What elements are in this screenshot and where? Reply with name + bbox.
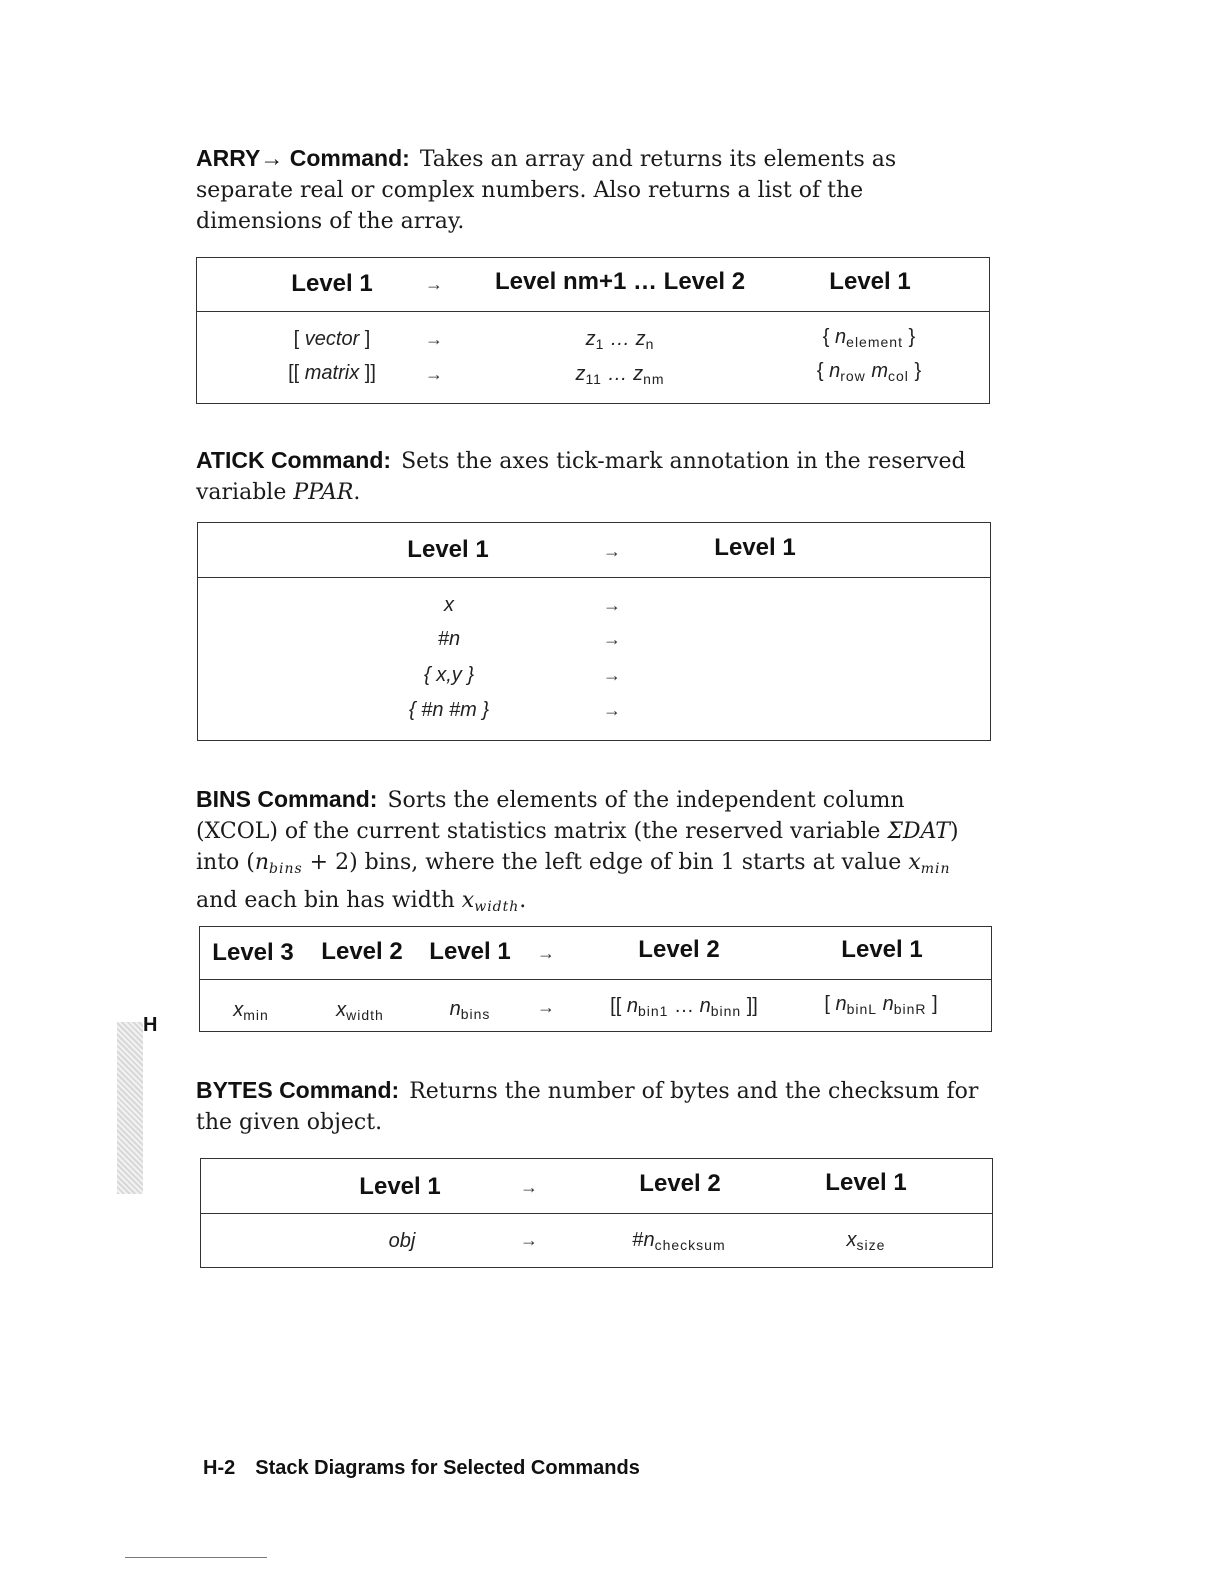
arry-stack-table: [196, 257, 990, 404]
arry-row1-output-dims: { $n_{element}$ }: [822, 326, 916, 350]
arry-header-output-levels: Level nm+1 … Level 2: [494, 268, 746, 295]
atick-row3-arrow: →: [603, 665, 621, 685]
bytes-row-input: obj: [388, 1230, 416, 1252]
atick-section: [196, 445, 992, 508]
bins-row-nbins: $n_{bins}$: [449, 998, 491, 1022]
bins-header-arrow: →: [537, 943, 555, 963]
atick-table-header: [198, 523, 990, 578]
arry-row2-output-elements: $z_{11}$ … $z_{nm}$: [575, 363, 665, 387]
bins-section: [196, 784, 992, 923]
atick-row4-arrow: →: [603, 700, 621, 720]
atick-header-input-level1: Level 1: [407, 536, 489, 563]
atick-row2-arrow: →: [603, 629, 621, 649]
bins-row-xwidth: $x_{width}$: [336, 999, 384, 1023]
bins-header-output-level2: Level 2: [638, 936, 720, 963]
atick-description: ATICK Command: Sets the axes tick-mark annotation in the reserved variable PPAR.: [196, 447, 966, 505]
atick-stack-table: [197, 522, 991, 741]
atick-row4-input: { #n #m }: [408, 699, 490, 721]
bytes-row-checksum: $\#n_{checksum}$: [632, 1229, 726, 1253]
bins-row-output-counts: [[ $n_{bin1}$ … $n_{binn}$ ]]: [610, 995, 758, 1019]
arry-row2-arrow: →: [425, 364, 443, 384]
arry-row1-arrow: →: [425, 329, 443, 349]
bytes-command-name: BYTES Command:: [196, 1077, 400, 1103]
arry-description: [196, 143, 992, 237]
bins-header-level2: Level 2: [321, 938, 403, 965]
bytes-section: [196, 1075, 992, 1138]
bins-row-output-outliers: [ $n_{binL}$ $n_{binR}$ ]: [824, 993, 938, 1017]
page-number: H-2: [203, 1457, 236, 1479]
bytes-stack-table: [200, 1158, 993, 1268]
arry-row1-input: [ vector ]: [293, 328, 371, 350]
bins-header-level3: Level 3: [212, 939, 294, 966]
arry-row2-output-dims: { $n_{row}$ $m_{col}$ }: [816, 360, 922, 384]
arry-table-header: [197, 258, 989, 312]
atick-header-arrow: →: [603, 541, 621, 561]
bins-stack-table: [199, 926, 992, 1032]
bins-header-output-level1: Level 1: [841, 936, 923, 963]
arry-desc-text: Takes an array and returns its elements as separate real or complex numbers. Also returns a list of the dimensions of the array.: [196, 147, 897, 234]
appendix-tab-letter: H: [143, 1014, 158, 1036]
bins-row-xmin: $x_{min}$: [233, 999, 269, 1023]
bytes-table-header: [201, 1159, 992, 1214]
bins-command-name: BINS Command:: [196, 786, 378, 812]
bins-description: BINS Command: Sorts the elements of the independent column (XCOL) of the current statistics matrix (the reserved variable ΣDAT) into $(n_{bins} + 2)$ bins, where the left edge of bin 1 starts at value $x_{min}$ and each bin has width $x_{width}$.: [196, 786, 959, 915]
bytes-description: BYTES Command: Returns the number of bytes and the checksum for the given object.: [196, 1077, 979, 1135]
atick-row3-input: { x,y }: [423, 664, 475, 686]
bytes-row-size: $x_{size}$: [846, 1229, 886, 1253]
arry-header-output-level1: Level 1: [829, 268, 911, 295]
arry-command-name: ARRY→ Command:: [196, 145, 410, 171]
atick-header-output-level1: Level 1: [714, 534, 796, 561]
arry-header-arrow: →: [425, 274, 443, 294]
atick-row1-input: x: [444, 594, 454, 616]
arry-row2-input: [[ matrix ]]: [288, 362, 376, 384]
atick-row1-arrow: →: [603, 595, 621, 615]
appendix-side-tab: [117, 1022, 143, 1194]
arry-header-input-level1: Level 1: [291, 270, 373, 297]
atick-command-name: ATICK Command:: [196, 447, 392, 473]
atick-row2-input: #n: [437, 628, 461, 650]
footer-rule: [125, 1557, 267, 1558]
bytes-row-arrow: →: [520, 1230, 538, 1250]
bins-row-arrow: →: [537, 997, 555, 1017]
arry-section: [196, 143, 992, 237]
page-footer: [203, 1457, 640, 1480]
arry-row1-output-elements: $z_1$ … $z_n$: [585, 328, 655, 352]
chapter-title: Stack Diagrams for Selected Commands: [255, 1457, 640, 1479]
bins-table-header: [200, 927, 991, 980]
bytes-header-output-level1: Level 1: [825, 1169, 907, 1196]
bytes-header-output-level2: Level 2: [639, 1170, 721, 1197]
bins-header-level1: Level 1: [429, 938, 511, 965]
bytes-header-arrow: →: [520, 1177, 538, 1197]
bytes-header-input-level1: Level 1: [359, 1173, 441, 1200]
